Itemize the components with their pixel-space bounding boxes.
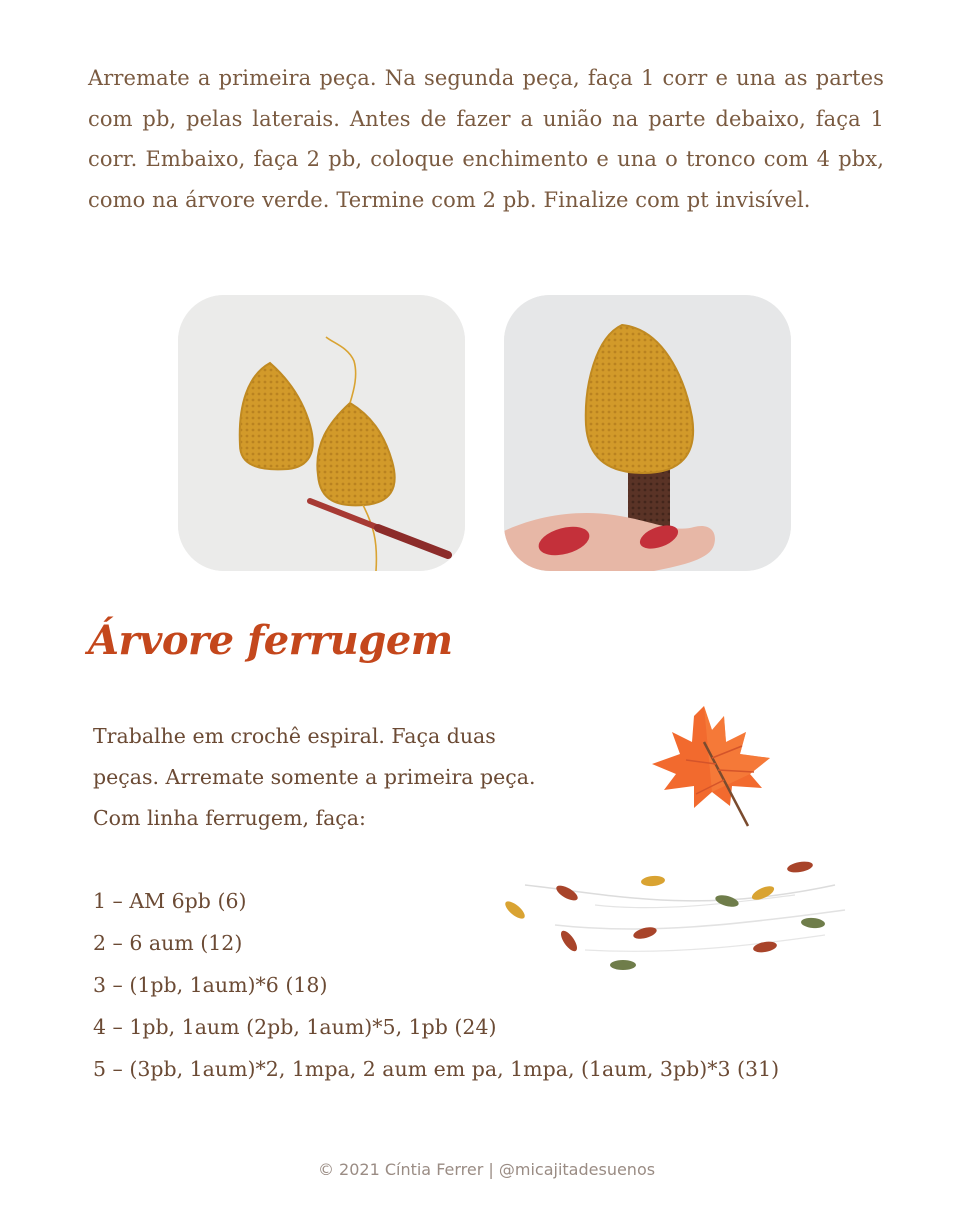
round-item: 1 – AM 6pb (6) [93, 889, 247, 913]
photo-assembled-tree [504, 295, 791, 571]
section-title: Árvore ferrugem [88, 617, 453, 664]
intro-paragraph: Arremate a primeira peça. Na segunda peça, faça 1 corr e una as partes com pb, pelas laterais. Antes de fazer a união na parte debaixo, faça 1 corr. Embaixo, faça 2 pb, coloque enchimento e una o tronco com 4 pbx, como na árvore verde. Termine com 2 pb. Finalize com pt invisível. [88, 66, 884, 212]
instructions-text [93, 716, 613, 839]
assembled-tree-image [504, 295, 791, 571]
maple-leaf-icon [646, 702, 776, 828]
round-item: 5 – (3pb, 1aum)*2, 1mpa, 2 aum em pa, 1mpa, (1aum, 3pb)*3 (31) [93, 1057, 780, 1081]
instructions-line: Trabalhe em crochê espiral. Faça duas [93, 724, 496, 748]
crochet-pieces-image [178, 295, 465, 571]
rounds-list [93, 880, 873, 1090]
footer-credit: © 2021 Cíntia Ferrer | @micajitadesuenos [317, 1160, 656, 1179]
photo-crochet-pieces [178, 295, 465, 571]
round-item: 4 – 1pb, 1aum (2pb, 1aum)*5, 1pb (24) [93, 1015, 497, 1039]
instructions-line: peças. Arremate somente a primeira peça. [93, 765, 536, 789]
round-item: 3 – (1pb, 1aum)*6 (18) [93, 973, 328, 997]
instructions-line: Com linha ferrugem, faça: [93, 806, 366, 830]
round-item: 2 – 6 aum (12) [93, 931, 243, 955]
